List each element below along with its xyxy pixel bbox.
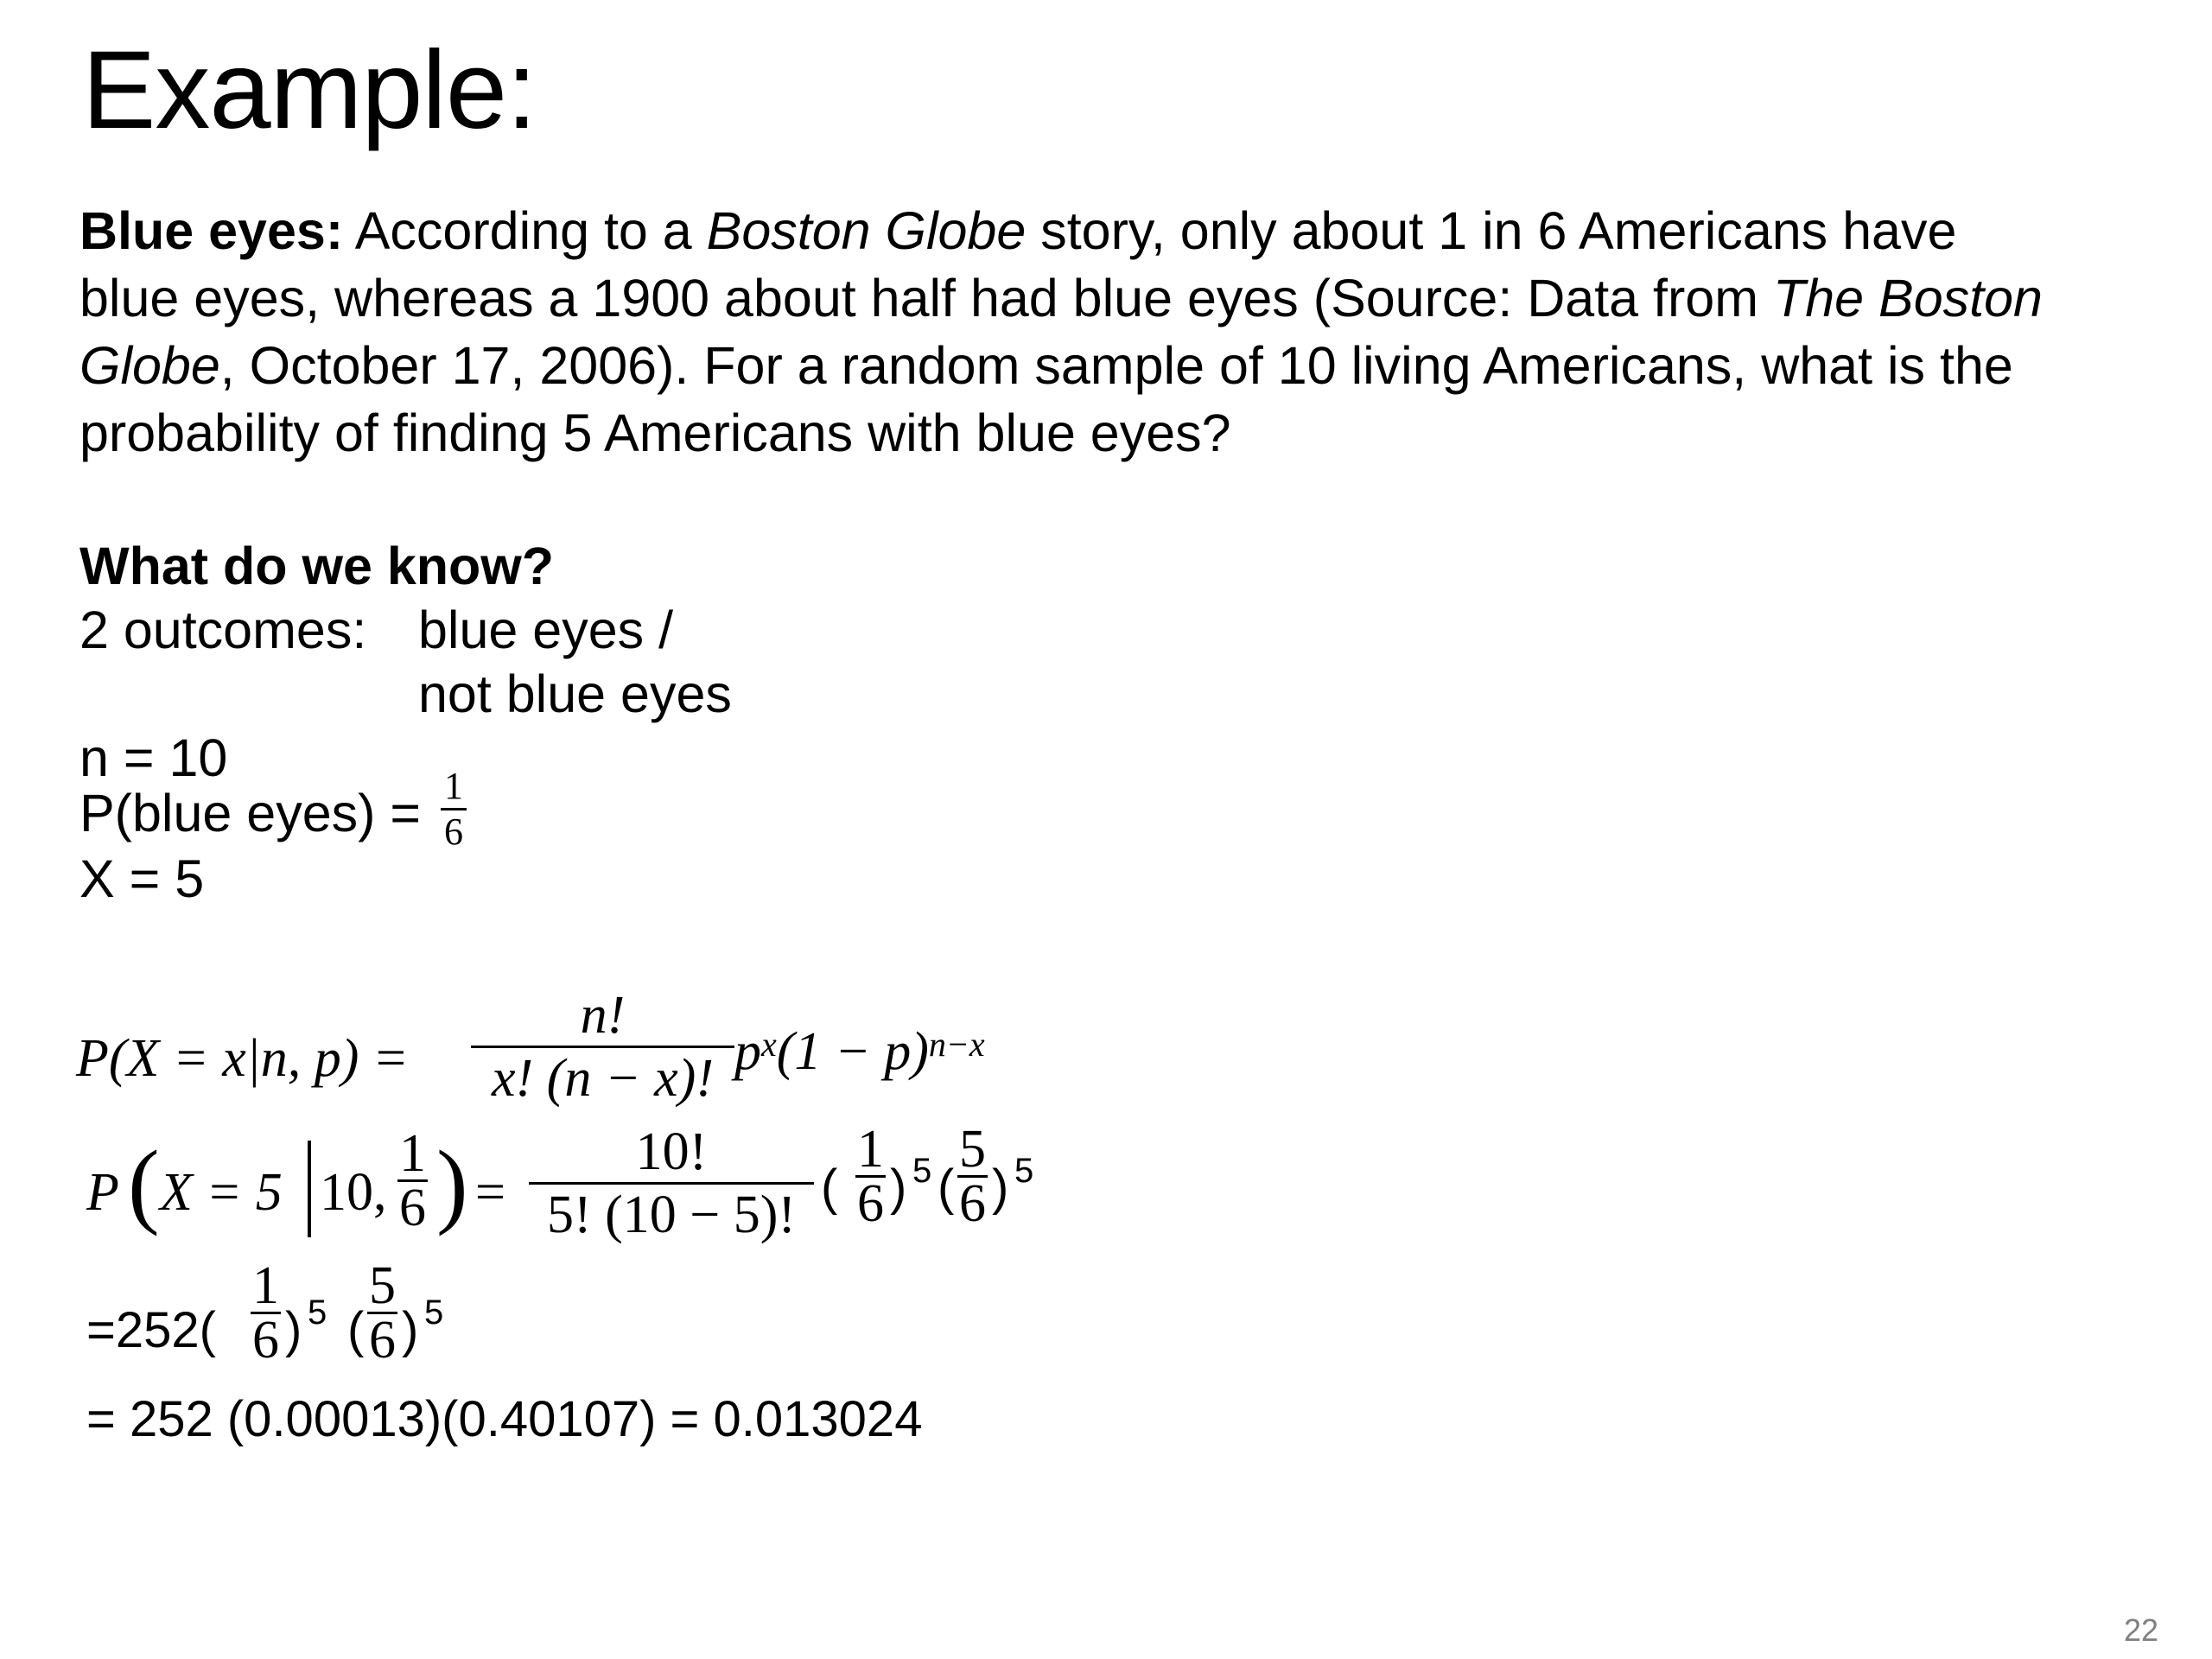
formula-2-exp-2: 5: [1014, 1152, 1034, 1190]
final-result: = 252 (0.00013)(0.40107) = 0.013024: [86, 1391, 923, 1447]
formula-2-exp-1: 5: [912, 1152, 932, 1190]
formula-2-fraction-1: 1 6: [857, 1120, 884, 1233]
outcome-2: not blue eyes: [418, 664, 732, 723]
formula-2-P: P: [86, 1163, 119, 1222]
n-value: n = 10: [79, 728, 228, 787]
formula-1-rhs: $p^x(1 - p)^{n-x}$: [734, 1022, 985, 1081]
step-3-fraction-2: 5 6: [369, 1256, 396, 1370]
formula-2-fraction: 10! 5! (10 − 5)!: [529, 1122, 814, 1245]
formula-2-open-1: (: [821, 1160, 838, 1216]
p-blue-eyes-fraction: 1 6: [441, 765, 467, 854]
slide-title: Example:: [82, 29, 537, 152]
step-3-prefix: =252(: [86, 1302, 216, 1358]
source-name: Boston Globe: [706, 201, 1027, 260]
page-number: 22: [2123, 1612, 2158, 1648]
problem-line-3: Globe, October 17, 2006). For a random sample of 10 living Americans, what is the: [79, 336, 2013, 395]
step-3-close-1: ): [285, 1302, 302, 1358]
step-3-open-2: (: [347, 1302, 365, 1358]
formula-2-equals: =: [475, 1163, 505, 1222]
outcomes-label: 2 outcomes:: [79, 601, 367, 659]
formula-2-open-2: (: [938, 1160, 955, 1216]
formula-2-bar-value: 10,: [320, 1163, 387, 1222]
step-3-fraction-1: 1 6: [252, 1256, 279, 1370]
step-3-close-2: ): [402, 1302, 419, 1358]
formula-2-close-2: ): [992, 1160, 1009, 1216]
formula-2-inner-fraction: 1 6: [399, 1124, 426, 1237]
step-3-exp-1: 5: [308, 1294, 327, 1332]
p-blue-eyes-label: P(blue eyes) =: [79, 784, 422, 842]
problem-line-4: probability of finding 5 Americans with blue eyes?: [79, 404, 1231, 462]
known-heading: What do we know?: [79, 537, 554, 595]
formula-1-fraction: n! x! (n − x)!: [471, 985, 734, 1109]
problem-line-1: Blue eyes: According to a Boston Globe story, only about 1 in 6 Americans have: [79, 201, 1957, 260]
formula-1-lhs: P(X = x|n, p) =: [76, 1029, 409, 1088]
formula-2-open-paren: (: [128, 1131, 160, 1236]
problem-paragraph: [79, 197, 2171, 467]
formula-2-given-bar: [308, 1141, 311, 1237]
x-value: X = 5: [79, 849, 205, 908]
formula-2-close-1: ): [890, 1160, 907, 1216]
problem-line-2: blue eyes, whereas a 1900 about half had blue eyes (Source: Data from The Boston: [79, 269, 2043, 327]
problem-lead: Blue eyes:: [79, 201, 344, 260]
step-3-exp-2: 5: [424, 1294, 444, 1332]
formula-2-close-paren: ): [436, 1131, 468, 1236]
formula-2-inner: X = 5: [160, 1163, 283, 1222]
formula-2-fraction-2: 5 6: [959, 1120, 986, 1233]
outcome-1: blue eyes /: [418, 601, 674, 659]
